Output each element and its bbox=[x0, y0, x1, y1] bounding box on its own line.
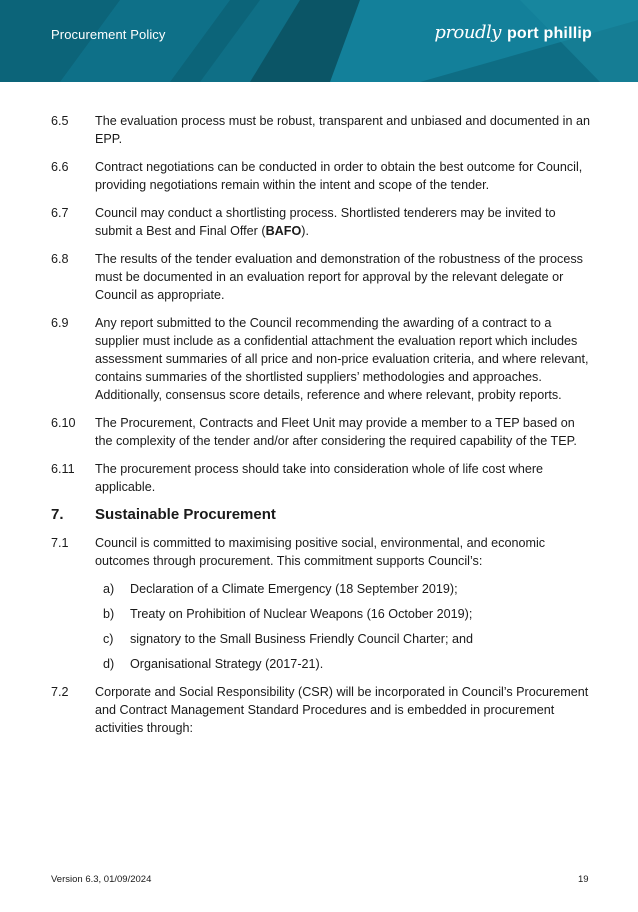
clause-7-2 bbox=[0, 683, 638, 737]
section-heading bbox=[0, 506, 638, 526]
list-item bbox=[0, 580, 638, 598]
clause-text-part: ). bbox=[301, 224, 309, 238]
list-item bbox=[0, 655, 638, 673]
clause-text-part: Council may conduct a shortlisting process. Shortlisted tenderers may be invited to submit a Best and Final Offer ( bbox=[95, 206, 556, 238]
list-item-text: Organisational Strategy (2017-21). bbox=[130, 657, 324, 671]
list-item-label: c) bbox=[103, 632, 114, 646]
clause-number: 6.8 bbox=[51, 252, 69, 266]
clause-text: Contract negotiations can be conducted in order to obtain the best outcome for Council, providing negotiations remain within the intent and scope of the tender. bbox=[95, 160, 583, 192]
commitment-list bbox=[0, 580, 638, 673]
clause-number: 6.9 bbox=[51, 316, 69, 330]
clause-text: Corporate and Social Responsibility (CSR) will be incorporated in Council’s Procurement and Contract Management Standard Procedures and is embedded in procurement activities through: bbox=[95, 685, 589, 735]
clause-6-11 bbox=[0, 460, 638, 496]
clause-text: Council is committed to maximising positive social, environmental, and economic outcomes through procurement. This commitment supports Council’s: bbox=[95, 536, 546, 568]
list-item-text: signatory to the Small Business Friendly Council Charter; and bbox=[130, 632, 473, 646]
council-logo bbox=[434, 22, 592, 43]
clause-text bbox=[95, 204, 590, 240]
logo-name-text: port phillip bbox=[506, 25, 592, 42]
clause-6-6 bbox=[0, 158, 638, 194]
list-item bbox=[0, 605, 638, 623]
clause-text: Any report submitted to the Council recommending the awarding of a contract to a supplier must include as a confidential attachment the evaluation report which includes assessment summaries of all price and non-price evaluation criteria, and where relevant, contains summaries of the shortlisted suppliers’ methodologies and approaches. Additionally, consensus score details, reference and where relevant, probity reports. bbox=[95, 316, 589, 402]
clause-number: 7.1 bbox=[51, 536, 69, 550]
clause-text: The procurement process should take into consideration whole of life cost where applicable. bbox=[95, 462, 544, 494]
footer-version: Version 6.3, 01/09/2024 bbox=[51, 874, 152, 885]
list-item-label: d) bbox=[103, 657, 115, 671]
clause-6-5 bbox=[0, 112, 638, 148]
clause-text: The evaluation process must be robust, transparent and unbiased and documented in an EPP. bbox=[95, 114, 590, 146]
clause-6-7 bbox=[0, 204, 638, 240]
section-title: Sustainable Procurement bbox=[95, 506, 276, 523]
clause-number: 7.2 bbox=[51, 685, 69, 699]
list-item-label: a) bbox=[103, 582, 115, 596]
page-number: 19 bbox=[578, 874, 589, 885]
logo-script-text: proudly bbox=[434, 22, 501, 43]
clause-text-bold: BAFO bbox=[265, 224, 302, 238]
clause-text: The results of the tender evaluation and demonstration of the robustness of the process must be documented in an evaluation report for approval by the relevant delegate or Council as appropriate. bbox=[95, 252, 583, 302]
clause-6-9 bbox=[0, 314, 638, 404]
list-item-text: Treaty on Prohibition of Nuclear Weapons (16 October 2019); bbox=[130, 607, 473, 621]
clause-text: The Procurement, Contracts and Fleet Unit may provide a member to a TEP based on the complexity of the tender and/or after considering the required capability of the TEP. bbox=[95, 416, 577, 448]
clause-number: 6.11 bbox=[51, 462, 75, 476]
clause-number: 6.10 bbox=[51, 416, 76, 430]
clause-6-10 bbox=[0, 414, 638, 450]
clause-number: 6.6 bbox=[51, 160, 69, 174]
list-item-label: b) bbox=[103, 607, 115, 621]
clause-6-8 bbox=[0, 250, 638, 304]
clause-number: 6.5 bbox=[51, 114, 69, 128]
page-header-band bbox=[0, 0, 638, 82]
section-number: 7. bbox=[51, 506, 64, 523]
clause-7-1 bbox=[0, 534, 638, 570]
list-item bbox=[0, 630, 638, 648]
clause-number: 6.7 bbox=[51, 206, 69, 220]
list-item-text: Declaration of a Climate Emergency (18 September 2019); bbox=[130, 582, 458, 596]
page-body bbox=[0, 112, 638, 747]
document-title: Procurement Policy bbox=[51, 27, 166, 42]
